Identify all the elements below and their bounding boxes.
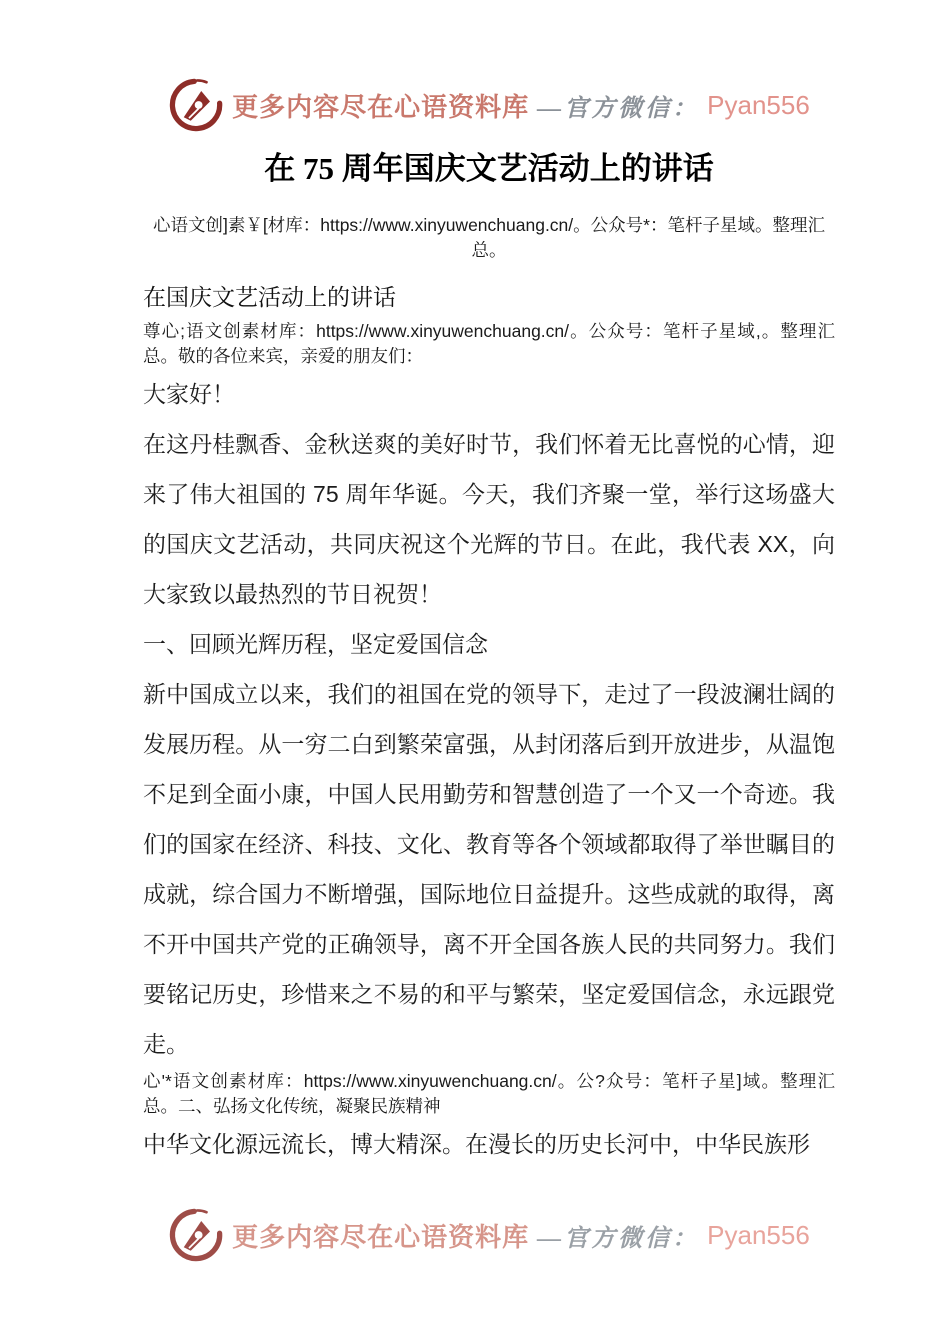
footer-wechat-label: —官方微信： (537, 1225, 700, 1252)
footer-wechat-id: Pyan556 (707, 1219, 810, 1250)
source-note-greeting: 尊心;语文创素材库：https://www.xinyuwenchuang.cn/。公众号：笔杆子星域,。整理汇总。敬的各位来宾，亲爱的朋友们： (143, 321, 835, 366)
paragraph-section-one-heading: 一、回顾光辉历程，坚定爱国信念 (143, 631, 488, 657)
watermark-footer (143, 1205, 835, 1265)
source-note-mid: 心'*语文创素材库：https://www.xinyuwenchuang.cn/。公?众号：笔杆子星]域。整理汇总。二、弘扬文化传统，凝聚民族精神 (143, 1071, 835, 1116)
paragraph-section-one-body: 新中国成立以来，我们的祖国在党的领导下，走过了一段波澜壮阔的发展历程。从一穷二白到繁荣富强，从封闭落后到开放进步，从温饱不足到全面小康，中国人民用勤劳和智慧创造了一个又一个奇迹。我们的国家在经济、科技、文化、教育等各个领域都取得了举世瞩目的成就，综合国力不断增强，国际地位日益提升。这些成就的取得，离不开中国共产党的正确领导，离不开全国各族人民的共同努力。我们要铭记历史，珍惜来之不易的和平与繁荣，坚定爱国信念，永远跟党走。 (143, 681, 835, 1057)
footer-brand-text: 更多内容尽在心语资料库 (232, 1222, 530, 1252)
paragraph-section-two-body: 中华文化源远流长，博大精深。在漫长的历史长河中，中华民族形 (143, 1131, 810, 1157)
pen-logo-icon (168, 1207, 224, 1263)
paragraph-greeting: 大家好！ (143, 381, 235, 407)
source-note-top: 心语文创]素￥[材库：https://www.xinyuwenchuang.cn/。公众号*：笔杆子星域。整理汇总。 (153, 215, 825, 260)
footer-wrap (143, 1205, 835, 1265)
header-wechat-id: Pyan556 (707, 89, 810, 120)
document-title: 在 75 周年国庆文艺活动上的讲话 (264, 151, 714, 186)
header-wechat-label: —官方微信： (537, 95, 700, 122)
pen-logo-icon (168, 77, 224, 133)
section-heading: 在国庆文艺活动上的讲话 (143, 284, 396, 310)
header-brand-text: 更多内容尽在心语资料库 (232, 92, 530, 122)
watermark-header (143, 75, 835, 135)
paragraph-opening: 在这丹桂飘香、金秋送爽的美好时节，我们怀着无比喜悦的心情，迎来了伟大祖国的 75 周年华诞。今天，我们齐聚一堂，举行这场盛大的国庆文艺活动，共同庆祝这个光辉的节日。在此，我代表 XX，向大家致以最热烈的节日祝贺！ (143, 431, 835, 607)
